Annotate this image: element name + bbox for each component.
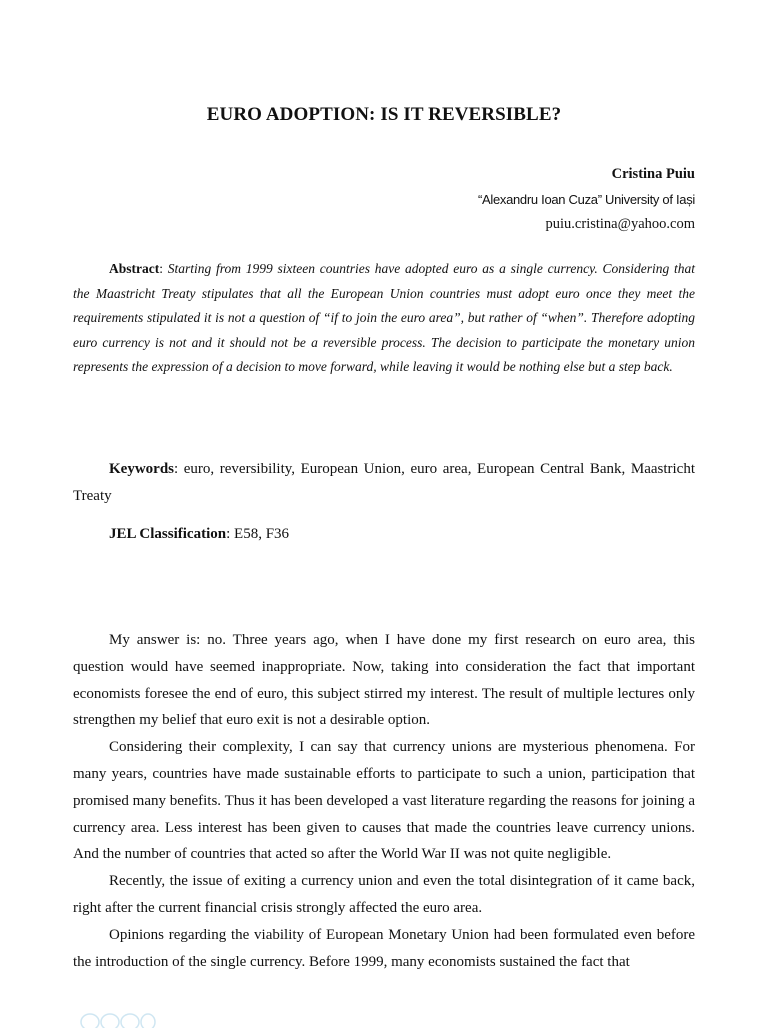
keywords-separator: : — [174, 461, 184, 477]
abstract-separator: : — [159, 261, 168, 276]
author-email: puiu.cristina@yahoo.com — [545, 216, 695, 232]
keywords-label: Keywords — [109, 461, 174, 477]
keywords-text: euro, reversibility, European Union, euro area, European Central Bank, Maastricht Treaty — [73, 461, 696, 504]
body-paragraph: Opinions regarding the viability of European Monetary Union had been formulated even before the introduction of the single currency. Before 1999, many economists sustained the fact that — [73, 926, 695, 970]
keywords — [73, 456, 695, 510]
abstract — [73, 257, 695, 380]
jel-separator: : — [226, 526, 235, 542]
author-name: Cristina Puiu — [611, 166, 695, 182]
body-paragraph: Recently, the issue of exiting a currency union and even the total disintegration of it came back, right after the current financial crisis strongly affected the euro area. — [73, 873, 695, 916]
jel-label: JEL Classification — [109, 526, 227, 542]
abstract-text: Starting from 1999 sixteen countries have adopted euro as a single currency. Considering that the Maastricht Treaty stipulates that all the European Union countries must adopt euro once they meet the requirements stipulated it is not a question of “if to join the euro area”, but rather of “when”. Therefore adopting euro currency is not and it should not be a reversible process. The decision to participate the monetary union represents the expression of a decision to move forward, while leaving it would be nothing else but a step back. — [73, 261, 695, 374]
paper-title: EURO ADOPTION: IS IT REVERSIBLE? — [206, 104, 562, 125]
watermark-logo-icon — [78, 1008, 158, 1028]
author-block — [478, 162, 695, 237]
jel-classification — [73, 521, 695, 548]
body-text — [73, 627, 695, 975]
abstract-label: Abstract — [109, 261, 160, 276]
body-paragraph: My answer is: no. Three years ago, when I have done my first research on euro area, this question would have seemed inappropriate. Now, taking into consideration the fact that important economists foresee the end of euro, this subject stirred my interest. The result of multiple lectures only strengthen my belief that euro exit is not a desirable option. — [73, 632, 695, 729]
body-paragraph: Considering their complexity, I can say that currency unions are mysterious phenomena. For many years, countries have made sustainable efforts to participate to such a union, participation that promised many benefits. Thus it has been developed a vast literature regarding the reasons for joining a currency area. Less interest has been given to causes that made the countries leave currency unions. And the number of countries that acted so after the World War II was not quite negligible. — [73, 739, 695, 863]
jel-codes: E58, F36 — [234, 526, 290, 542]
author-affiliation: “Alexandru Ioan Cuza” University of Iași — [477, 192, 695, 207]
